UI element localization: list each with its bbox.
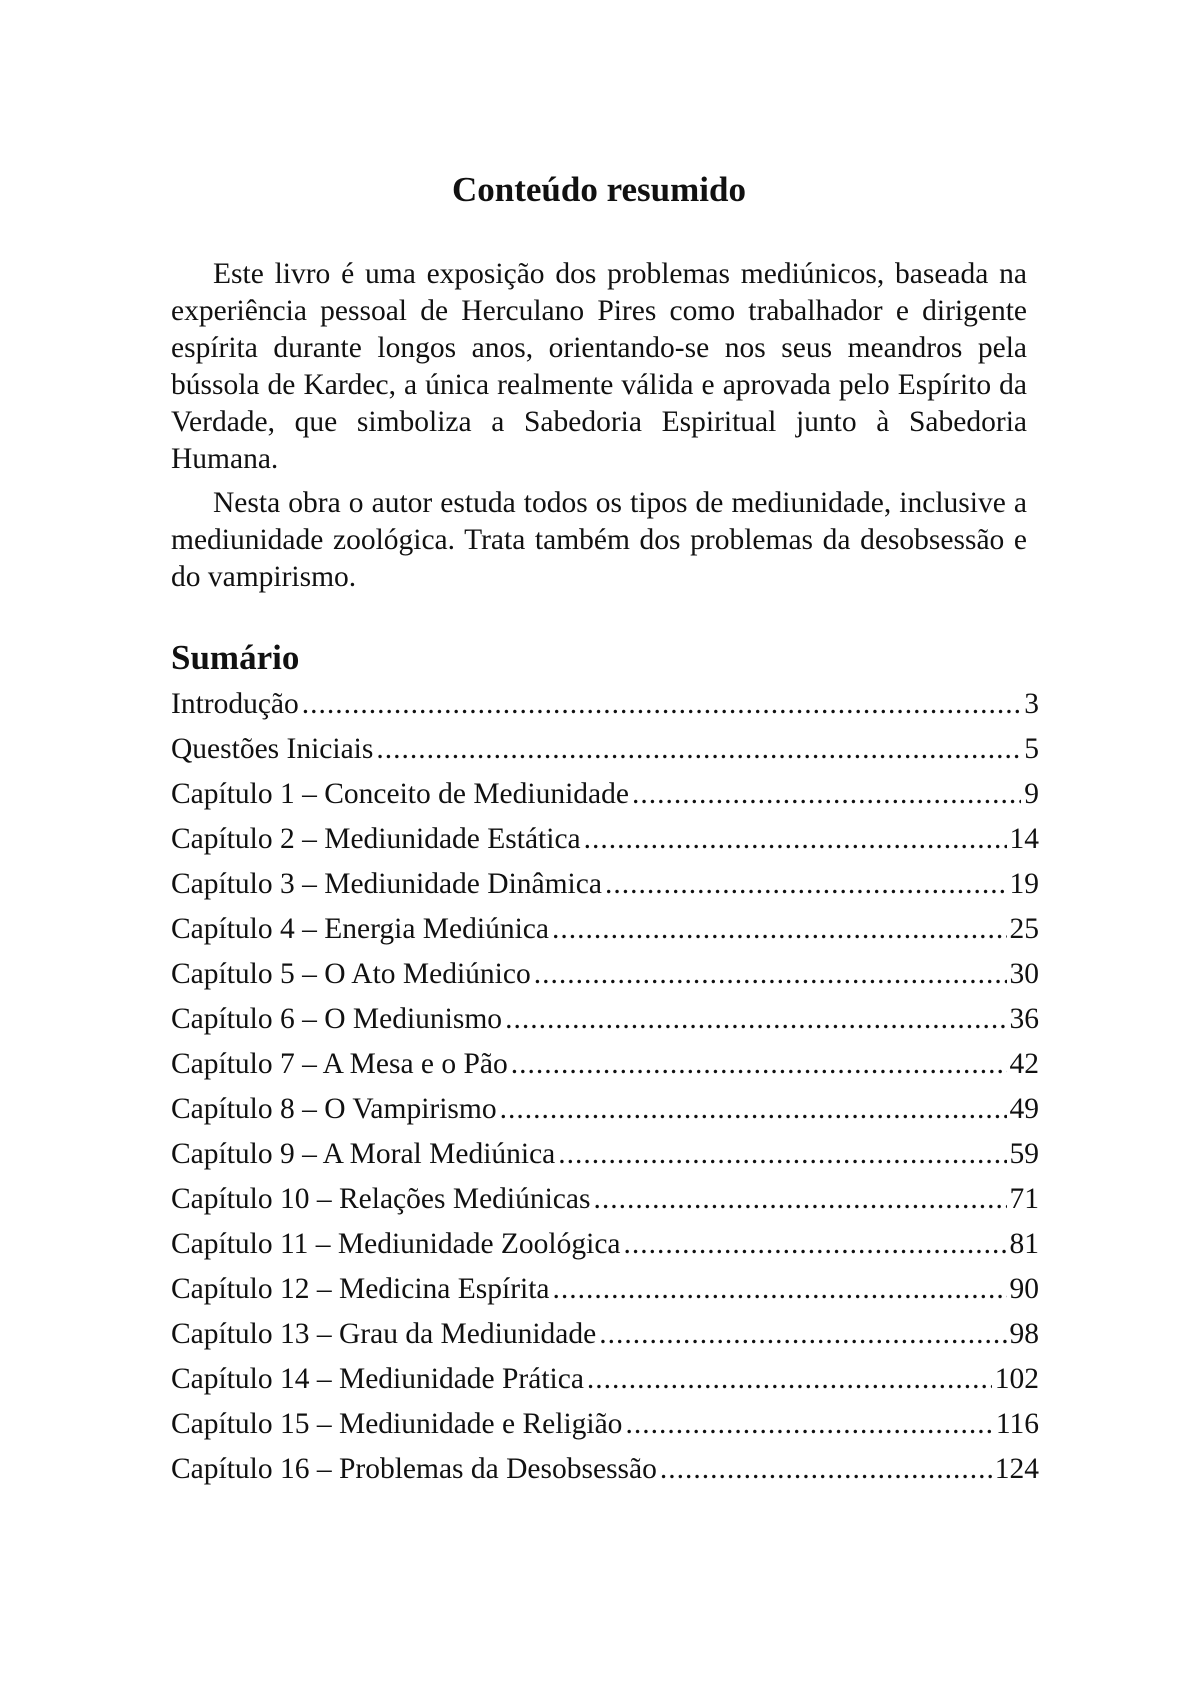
toc-entry[interactable] bbox=[171, 952, 1039, 997]
toc-entry-page: 98 bbox=[1009, 1318, 1039, 1350]
toc-entry[interactable] bbox=[171, 817, 1039, 862]
toc-entry[interactable] bbox=[171, 1222, 1039, 1267]
toc-entry-label: Capítulo 8 – O Vampirismo bbox=[171, 1093, 497, 1125]
toc-entry-label: Capítulo 9 – A Moral Mediúnica bbox=[171, 1138, 556, 1170]
toc-entry-page: 36 bbox=[1009, 1003, 1039, 1035]
toc-entry[interactable] bbox=[171, 727, 1039, 772]
toc-entry[interactable] bbox=[171, 862, 1039, 907]
toc-entry-page: 42 bbox=[1009, 1048, 1039, 1080]
toc-entry[interactable] bbox=[171, 682, 1039, 727]
toc-leader-dots bbox=[593, 1177, 1006, 1222]
toc-entry[interactable] bbox=[171, 1267, 1039, 1312]
toc-entry-label: Capítulo 13 – Grau da Mediunidade bbox=[171, 1318, 597, 1350]
toc-entry-page: 59 bbox=[1009, 1138, 1039, 1170]
toc-entry-page: 102 bbox=[994, 1363, 1039, 1395]
toc-entry[interactable] bbox=[171, 1042, 1039, 1087]
toc-entry-page: 5 bbox=[1024, 733, 1039, 765]
toc-leader-dots bbox=[632, 772, 1021, 817]
toc-entry-page: 14 bbox=[1009, 823, 1039, 855]
toc-entry-label: Capítulo 4 – Energia Mediúnica bbox=[171, 913, 549, 945]
toc-entry-page: 9 bbox=[1024, 778, 1039, 810]
toc-leader-dots bbox=[624, 1222, 1007, 1267]
toc-leader-dots bbox=[660, 1447, 992, 1492]
toc-entry-page: 81 bbox=[1009, 1228, 1039, 1260]
toc-entry-page: 116 bbox=[995, 1408, 1039, 1440]
toc-leader-dots bbox=[584, 817, 1007, 862]
toc-entry[interactable] bbox=[171, 1312, 1039, 1357]
toc-entry-page: 124 bbox=[994, 1453, 1039, 1485]
toc-leader-dots bbox=[605, 862, 1007, 907]
toc-entry[interactable] bbox=[171, 1087, 1039, 1132]
toc-leader-dots bbox=[534, 952, 1007, 997]
toc-heading: Sumário bbox=[171, 638, 300, 677]
toc-entry-label: Capítulo 2 – Mediunidade Estática bbox=[171, 823, 581, 855]
toc-leader-dots bbox=[505, 997, 1006, 1042]
toc-entry-label: Capítulo 7 – A Mesa e o Pão bbox=[171, 1048, 508, 1080]
toc-entry-label: Capítulo 5 – O Ato Mediúnico bbox=[171, 958, 531, 990]
toc-entry-label: Capítulo 14 – Mediunidade Prática bbox=[171, 1363, 584, 1395]
toc-leader-dots bbox=[302, 682, 1021, 727]
toc-entry-label: Capítulo 6 – O Mediunismo bbox=[171, 1003, 503, 1035]
toc-entry-label: Capítulo 11 – Mediunidade Zoológica bbox=[171, 1228, 621, 1260]
toc-entry-page: 49 bbox=[1009, 1093, 1039, 1125]
toc-entry-label: Capítulo 10 – Relações Mediúnicas bbox=[171, 1183, 591, 1215]
toc-entry-label: Introdução bbox=[171, 688, 299, 720]
toc-entry[interactable] bbox=[171, 1177, 1039, 1222]
summary-paragraph: Nesta obra o autor estuda todos os tipos de mediunidade, inclusive a mediunidade zoológica. Trata também dos problemas da desobsessão e do vampirismo. bbox=[171, 487, 1027, 593]
toc-entry-label: Capítulo 12 – Medicina Espírita bbox=[171, 1273, 550, 1305]
toc-entry-label: Capítulo 1 – Conceito de Mediunidade bbox=[171, 778, 629, 810]
summary-body bbox=[171, 256, 1027, 603]
summary-paragraph: Este livro é uma exposição dos problemas mediúnicos, baseada na experiência pessoal de Herculano Pires como trabalhador e dirigente espírita durante longos anos, orientando-se nos seus meandros pela bússola de Kardec, a única realmente válida e aprovada pelo Espírito da Verdade, que simboliza a Sabedoria Espiritual junto à Sabedoria Humana. bbox=[171, 258, 1027, 475]
table-of-contents bbox=[171, 682, 1039, 1492]
toc-entry-label: Capítulo 16 – Problemas da Desobsessão bbox=[171, 1453, 657, 1485]
toc-entry[interactable] bbox=[171, 1447, 1039, 1492]
toc-entry-label: Capítulo 15 – Mediunidade e Religião bbox=[171, 1408, 623, 1440]
toc-entry[interactable] bbox=[171, 1132, 1039, 1177]
toc-entry[interactable] bbox=[171, 997, 1039, 1042]
toc-entry-page: 25 bbox=[1009, 913, 1039, 945]
toc-leader-dots bbox=[558, 1132, 1006, 1177]
toc-entry-page: 71 bbox=[1009, 1183, 1039, 1215]
toc-entry[interactable] bbox=[171, 772, 1039, 817]
toc-entry-page: 19 bbox=[1009, 868, 1039, 900]
toc-entry-label: Questões Iniciais bbox=[171, 733, 374, 765]
toc-entry-label: Capítulo 3 – Mediunidade Dinâmica bbox=[171, 868, 602, 900]
toc-leader-dots bbox=[587, 1357, 992, 1402]
toc-leader-dots bbox=[553, 1267, 1007, 1312]
toc-entry[interactable] bbox=[171, 1402, 1039, 1447]
toc-entry[interactable] bbox=[171, 907, 1039, 952]
toc-leader-dots bbox=[511, 1042, 1007, 1087]
toc-entry-page: 30 bbox=[1009, 958, 1039, 990]
toc-leader-dots bbox=[500, 1087, 1007, 1132]
toc-entry-page: 3 bbox=[1024, 688, 1039, 720]
toc-leader-dots bbox=[376, 727, 1021, 772]
toc-leader-dots bbox=[552, 907, 1007, 952]
toc-entry[interactable] bbox=[171, 1357, 1039, 1402]
toc-leader-dots bbox=[599, 1312, 1006, 1357]
summary-title: Conteúdo resumido bbox=[452, 170, 746, 209]
toc-leader-dots bbox=[625, 1402, 992, 1447]
toc-entry-page: 90 bbox=[1009, 1273, 1039, 1305]
